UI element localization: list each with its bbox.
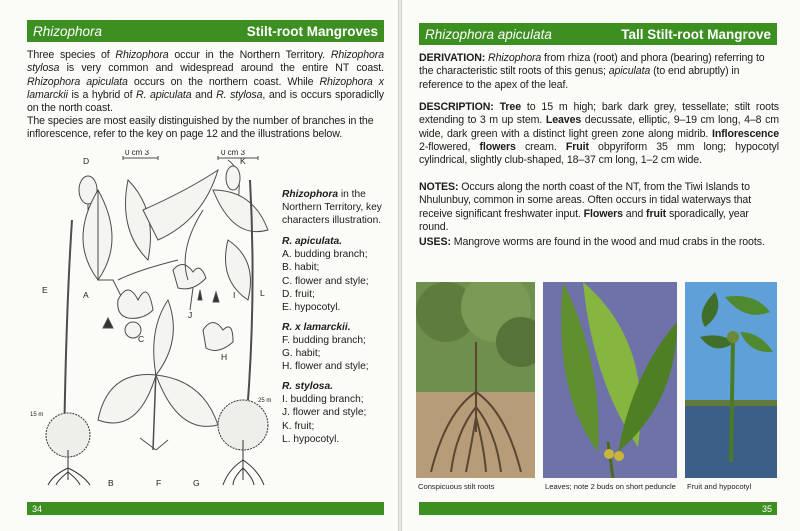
legend-item: G. habit; <box>282 348 321 360</box>
text-run: occurs on the northern coast. While <box>127 75 320 88</box>
uses-paragraph <box>419 236 779 249</box>
legend-species-heading: R. apiculata. <box>282 236 343 248</box>
text-run: Rhizophora x lamarckii <box>27 75 384 101</box>
text-run: Inflorescence <box>711 127 779 140</box>
photo-leaves <box>543 282 677 478</box>
right-footer-bar <box>419 502 777 515</box>
legend-item: I. budding branch; <box>282 394 364 406</box>
legend-item: D. fruit; <box>282 288 315 300</box>
caption-stilt-roots: Conspicuous stilt roots <box>418 482 495 491</box>
legend-item: L. hypocotyl. <box>282 433 340 445</box>
fig-label-h: H <box>221 352 228 362</box>
text-run: Occurs along the north coast of the NT, from the Tiwi Islands to Nhulunbuy, common in some areas. Often occurs in tidal waterways that receive significant freshwater input. <box>419 181 752 220</box>
text-run: and <box>622 207 647 220</box>
stilt-roots-image <box>416 282 535 478</box>
legend-item: C. flower and style; <box>282 275 369 287</box>
legend-intro <box>282 188 390 227</box>
text-run: 2-flowered, <box>419 140 480 153</box>
scale-label-4: 25 m <box>258 398 272 404</box>
text-run: and <box>191 88 217 101</box>
legend-item: F. budding branch; <box>282 334 366 346</box>
fig-label-b: B <box>108 478 114 488</box>
text-run: R. apiculata <box>136 88 192 101</box>
legend-intro-genus: Rhizophora <box>282 189 339 200</box>
text-run: is a hybrid of <box>67 88 137 101</box>
scale-label-1: 0 cm 3 <box>125 150 150 157</box>
fig-label-l: L <box>260 288 265 298</box>
legend-item: A. budding branch; <box>282 249 368 261</box>
text-run: fruit <box>646 207 667 220</box>
text-run: Leaves <box>545 114 582 127</box>
fig-label-e: E <box>42 285 48 295</box>
text-run: , and is occurs sporadiclly on the north coast. <box>27 88 384 115</box>
fig-label-k: K <box>240 156 246 166</box>
derivation-paragraph <box>419 52 779 92</box>
page-number-left: 34 <box>32 503 43 514</box>
text-run: DESCRIPTION: <box>419 101 500 113</box>
botanical-illustration <box>28 150 286 490</box>
text-run: obpyriform 35 mm long; hypocotyl cylindrical, slightly club-shaped, 18–37 cm long, 1–2 cm wide. <box>419 140 779 167</box>
fig-label-f: F <box>156 478 162 488</box>
photo-stilt-roots <box>416 282 535 478</box>
left-banner-genus: Rhizophora <box>33 23 103 39</box>
fig-label-d: D <box>83 156 90 166</box>
legend-species-heading: R. x lamarckii. <box>282 321 351 333</box>
text-run: (to end abruptly) in reference to the apex of the leaf. <box>419 65 740 91</box>
text-run: cream. <box>515 140 566 153</box>
left-key-paragraph: The species are most easily distinguished by the number of branches in the inflorescence, refer to the key on page 12 and the illustrations below. <box>27 115 374 141</box>
text-run: flowers <box>479 140 516 153</box>
left-banner-common-name: Stilt-root Mangroves <box>246 23 378 39</box>
left-page <box>0 0 398 531</box>
text-run: Tree <box>499 101 522 113</box>
text-run: Flowers <box>583 207 623 220</box>
fig-label-c: C <box>138 334 145 344</box>
notes-paragraph <box>419 181 779 234</box>
caption-fruit-hypocotyl: Fruit and hypocotyl <box>687 482 752 491</box>
right-title-banner <box>419 23 777 45</box>
text-run: occur in the Northern Territory. <box>168 49 331 61</box>
text-run: from rhiza (root) and phora (bearing) referring to the characteristic stilt roots of this genus; <box>419 52 765 78</box>
leaves-image <box>543 282 677 478</box>
text-run: Rhizophora <box>488 52 542 64</box>
right-banner-common-name: Tall Stilt-root Mangrove <box>621 26 771 42</box>
right-page <box>402 0 800 531</box>
legend-item: K. fruit; <box>282 420 315 432</box>
text-run: to 15 m high; bark dark grey, tessellate; stilt roots extending to 3 m up stem. <box>419 101 779 127</box>
legend-item: H. flower and style; <box>282 361 369 373</box>
text-run: is very common and widespread around the entire NT coast. <box>59 62 384 75</box>
text-run: decussate, elliptic, 9–19 cm long, 4–8 cm wide, dark green with a distinct light green zone along midrib. <box>419 114 779 140</box>
legend-item: E. hypocotyl. <box>282 301 341 313</box>
fig-label-a: A <box>83 290 89 300</box>
text-run: Fruit <box>565 140 589 153</box>
text-run: USES: <box>419 236 454 248</box>
fig-label-j: J <box>188 310 193 320</box>
fig-label-g: G <box>193 478 200 488</box>
text-run: apiculata <box>608 65 651 78</box>
caption-leaves: Leaves; note 2 buds on short peduncle <box>545 482 676 491</box>
legend-groups <box>282 235 390 445</box>
text-run: Mangrove worms are found in the wood and mud crabs in the roots. <box>453 236 765 248</box>
legend-intro-text: in the Northern Territory, key characters illustration. <box>282 189 382 227</box>
legend-item: J. flower and style; <box>282 407 367 419</box>
text-run: R. stylosa <box>216 88 263 101</box>
left-title-banner <box>27 20 384 42</box>
photo-fruit-hypocotyl <box>685 282 777 478</box>
scale-label-2: 0 cm 3 <box>221 150 246 157</box>
scale-label-3: 15 m <box>30 412 44 418</box>
text-run: NOTES: <box>419 181 462 193</box>
fig-label-i: I <box>233 290 236 300</box>
text-run: sporadically, year round. <box>419 207 749 233</box>
text-run: Three species of <box>27 49 116 61</box>
page-number-right: 35 <box>761 503 772 514</box>
right-banner-genus: Rhizophora apiculata <box>425 26 552 42</box>
left-footer-bar <box>27 502 384 515</box>
text-run: DERIVATION: <box>419 52 489 64</box>
illustration-legend <box>282 188 390 446</box>
fruit-hypocotyl-image <box>685 282 777 478</box>
text-run: Rhizophora apiculata <box>27 75 128 88</box>
text-run: Rhizophora <box>115 49 169 61</box>
text-run: Rhizophora stylosa <box>27 49 384 75</box>
legend-species-heading: R. stylosa. <box>282 381 333 393</box>
legend-item: B. habit; <box>282 262 320 274</box>
left-intro-paragraph <box>27 49 384 115</box>
description-paragraph <box>419 101 779 167</box>
